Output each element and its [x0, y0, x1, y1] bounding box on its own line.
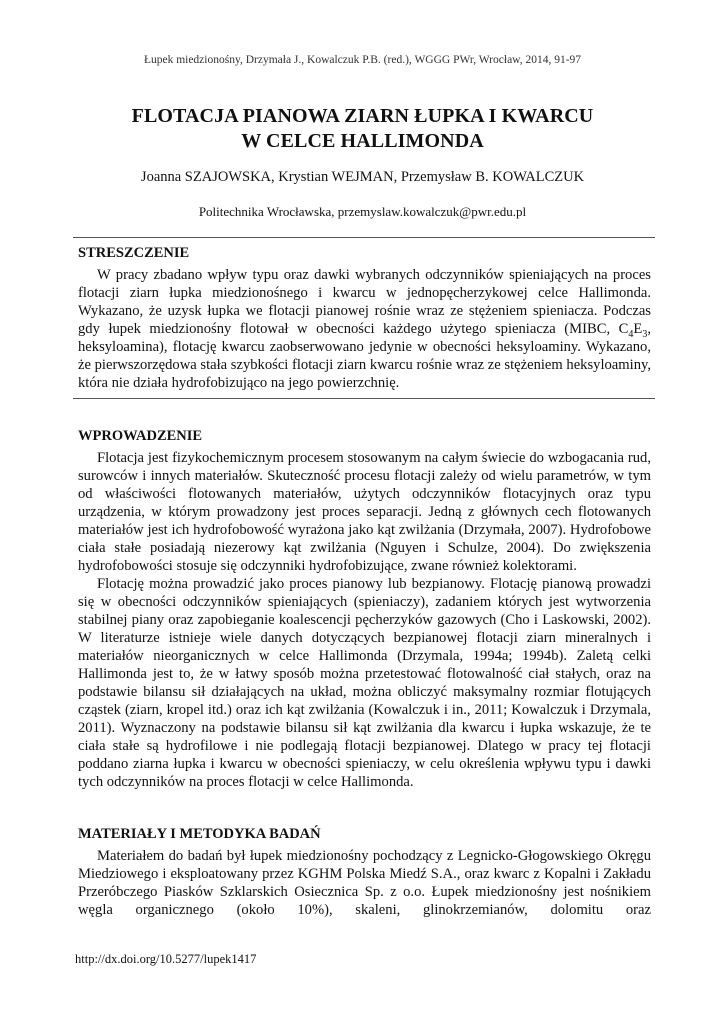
abstract-section	[78, 244, 651, 392]
abstract-bottom-rule	[73, 398, 655, 399]
materials-section	[78, 825, 651, 919]
paper-title-line-2: W CELCE HALLIMONDA	[241, 130, 484, 152]
abstract-top-rule	[73, 237, 655, 238]
introduction-paragraph: Flotacja jest fizykochemicznym procesem stosowanym na całym świecie do wzbogacania rud, surowców i innych materiałów. Skuteczność procesu flotacji zależy od wielu parametrów, w tym od właściwości flotowanych materiałów, użytych odczynników flotacyjnych oraz typu urządzenia, w którym prowadzony jest proces separacji. Jedną z głównych cech flotowanych materiałów jest ich hydrofobowość wyrażona jako kąt zwilżania (Drzymała, 2007). Hydrofobowe ciała stałe posiadają niezerowy kąt zwilżania (Nguyen i Schulze, 2004). Do zwiększenia hydrofobowości stosuje się odczynniki hydrofobizujące, zwane również kolektorami.	[78, 450, 651, 574]
doi-link[interactable]: http://dx.doi.org/10.5277/lupek1417	[75, 952, 257, 966]
materials-paragraph: Materiałem do badań był łupek miedzionośny pochodzący z Legnicko-Głogowskiego Okręgu Miedziowego i eksploatowany przez KGHM Polska Miedź S.A., oraz kwarc z Kopalni i Zakładu Przeróbczego Piasków Szklarskich Osiecznica Sp. z o.o. Łupek miedzionośny jest nośnikiem węgla organicznego (około 10%), skaleni, glinokrzemianów, dolomitu oraz	[78, 848, 651, 918]
running-head: Łupek miedzionośny, Drzymała J., Kowalczuk P.B. (red.), WGGG PWr, Wrocław, 2014, 91-97	[143, 54, 582, 66]
subscript: 4	[628, 328, 634, 340]
paper-title	[0, 104, 725, 154]
abstract-heading: STRESZCZENIE	[78, 245, 190, 261]
abstract-text-part: W pracy zbadano wpływ typu oraz dawki wybranych odczynników spieniających na proces flotacji ziarn łupka miedzionośnego i kwarcu w jednopęcherzykowej celce Hallimonda. Wykazano, że uzysk łupka we flotacji pianowej rośnie wraz ze stężeniem spieniacza. Podczas gdy łupek miedzionośny flotował w obecności każdego użytego spieniacza (MIBC, C	[78, 267, 651, 337]
abstract-text-part: E	[633, 321, 643, 337]
introduction-paragraph: Flotację można prowadzić jako proces pianowy lub bezpianowy. Flotację pianową prowadzi się w obecności odczynników spieniających (spieniaczy), zadaniem których jest wytworzenia stabilnej piany oraz zapobieganie koalescencji pęcherzyków gazowych (Cho i Laskowski, 2002). W literaturze istnieje wiele danych dotyczących bezpianowej flotacji ziarn mineralnych i materiałów nieorganicznych w celce Hallimonda (Drzymala, 1994a; 1994b). Zaletą celki Hallimonda jest to, że w łatwy sposób można przetestować flotowalność ciał stałych, oraz na podstawie bilansu sił działających na układ, można obliczyć maksymalny rozmiar flotujących cząstek (ziarn, kropel itd.) oraz ich kąt zwilżania (Kowalczuk i in., 2011; Kowalczuk i Drzymala, 2011). Wyznaczony na podstawie bilansu sił kąt zwilżania dla kwarcu i łupka wskazuje, że te ciała stałe są hydrofilowe i nie podlegają flotacji bezpianowej. Dlatego w pracy tej flotacji poddano ziarna łupka i kwarcu w obecności spieniaczy, w celu określenia wpływu typu i dawki tych odczynników na proces flotacji w celce Hallimonda.	[78, 576, 651, 790]
materials-heading: MATERIAŁY I METODYKA BADAŃ	[78, 826, 321, 842]
abstract-text-part: , heksyloamina), flotację kwarcu zaobserwowano jedynie w obecności heksyloaminy. Wykazano, że pierwszorzędowa stała szybkości flotacji ziarn kwarcu rośnie wraz ze stężeniem heksyloaminy, która nie działa hydrofobizująco na jego powierzchnię.	[78, 321, 651, 391]
affiliation: Politechnika Wrocławska, przemyslaw.kowalczuk@pwr.edu.pl	[198, 204, 527, 219]
abstract-text	[78, 266, 651, 392]
authors: Joanna SZAJOWSKA, Krystian WEJMAN, Przemysław B. KOWALCZUK	[140, 169, 585, 185]
subscript: 3	[642, 328, 648, 340]
introduction-heading: WPROWADZENIE	[78, 428, 203, 444]
introduction-section	[78, 427, 651, 791]
paper-title-line-1: FLOTACJA PIANOWA ZIARN ŁUPKA I KWARCU	[131, 105, 594, 127]
